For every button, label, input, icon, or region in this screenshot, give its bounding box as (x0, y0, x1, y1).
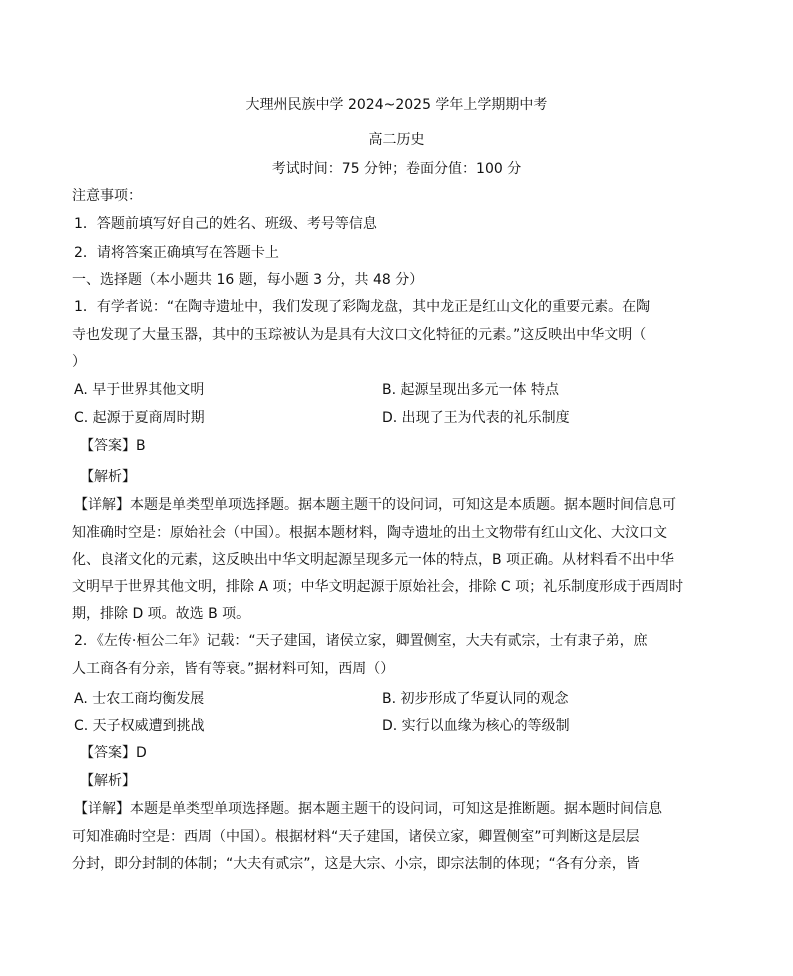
exam-subject: 高二历史 (368, 132, 425, 148)
analysis-line: 可知准确时空是：西周（中国）。根据材料“天子建国，诸侯立家，卿置侧室”可判断这是层层 (72, 829, 640, 845)
question-stem-line: 寺也发现了大量玉器，其中的玉琮被认为是具有大汶口文化特征的元素。”这反映出中华文明（ (72, 327, 647, 343)
analysis-line: 文明早于世界其他文明，排除 A 项；中华文明起源于原始社会，排除 C 项；礼乐制度形成于西周时 (72, 579, 684, 595)
analysis-line: 分封，即分封制的体制；“大夫有贰宗”，这是大宗、小宗，即宗法制的体现；“各有分亲，皆 (72, 856, 640, 872)
option-a: A. 士农工商均衡发展 (74, 691, 205, 707)
option-b: B. 初步形成了华夏认同的观念 (382, 691, 569, 707)
analysis-heading: 【解析】 (80, 773, 136, 789)
option-a: A. 早于世界其他文明 (74, 382, 205, 398)
answer-label: 【答案】D (80, 745, 147, 761)
analysis-line: 【详解】本题是单类型单项选择题。据本题主题干的设问词，可知这是推断题。据本题时间信息 (74, 801, 662, 817)
notes-heading: 注意事项： (72, 188, 142, 204)
answer-label: 【答案】B (80, 438, 146, 454)
option-c: C. 起源于夏商周时期 (74, 410, 205, 426)
option-d: D. 实行以血缘为核心的等级制 (382, 718, 570, 734)
note-item: 2．请将答案正确填写在答题卡上 (74, 245, 279, 261)
question-stem-line: ） (72, 354, 86, 370)
analysis-line: 化、良渚文化的元素，这反映出中华文明起源呈现多元一体的特点，B 项正确。从材料看不出中华 (72, 552, 675, 568)
analysis-heading: 【解析】 (80, 469, 136, 485)
exam-info: 考试时间：75 分钟；卷面分值：100 分 (271, 161, 522, 177)
analysis-line: 期，排除 D 项。故选 B 项。 (72, 606, 251, 622)
section-heading: 一、选择题（本小题共 16 题，每小题 3 分，共 48 分） (72, 272, 424, 288)
question-stem-line: 2．《左传·桓公二年》记载：“天子建国，诸侯立家，卿置侧室，大夫有贰宗，士有隶子弟，庶 (74, 633, 648, 649)
option-c: C. 天子权威遭到挑战 (74, 718, 205, 734)
analysis-line: 【详解】本题是单类型单项选择题。据本题主题干的设问词，可知这是本质题。据本题时间信息可 (74, 497, 676, 513)
note-item: 1．答题前填写好自己的姓名、班级、考号等信息 (74, 216, 377, 232)
question-stem-line: 1．有学者说：“在陶寺遗址中，我们发现了彩陶龙盘，其中龙正是红山文化的重要元素。在陶 (74, 299, 651, 315)
option-b: B. 起源呈现出多元一体 特点 (382, 382, 559, 398)
question-stem-line: 人工商各有分亲，皆有等衰。”据材料可知，西周（） (72, 661, 395, 677)
analysis-line: 知准确时空是：原始社会（中国）。根据本题材料，陶寺遗址的出土文物带有红山文化、大汶口文 (72, 525, 667, 541)
exam-title: 大理州民族中学 2024~2025 学年上学期期中考 (245, 97, 548, 113)
option-d: D. 出现了王为代表的礼乐制度 (382, 410, 570, 426)
